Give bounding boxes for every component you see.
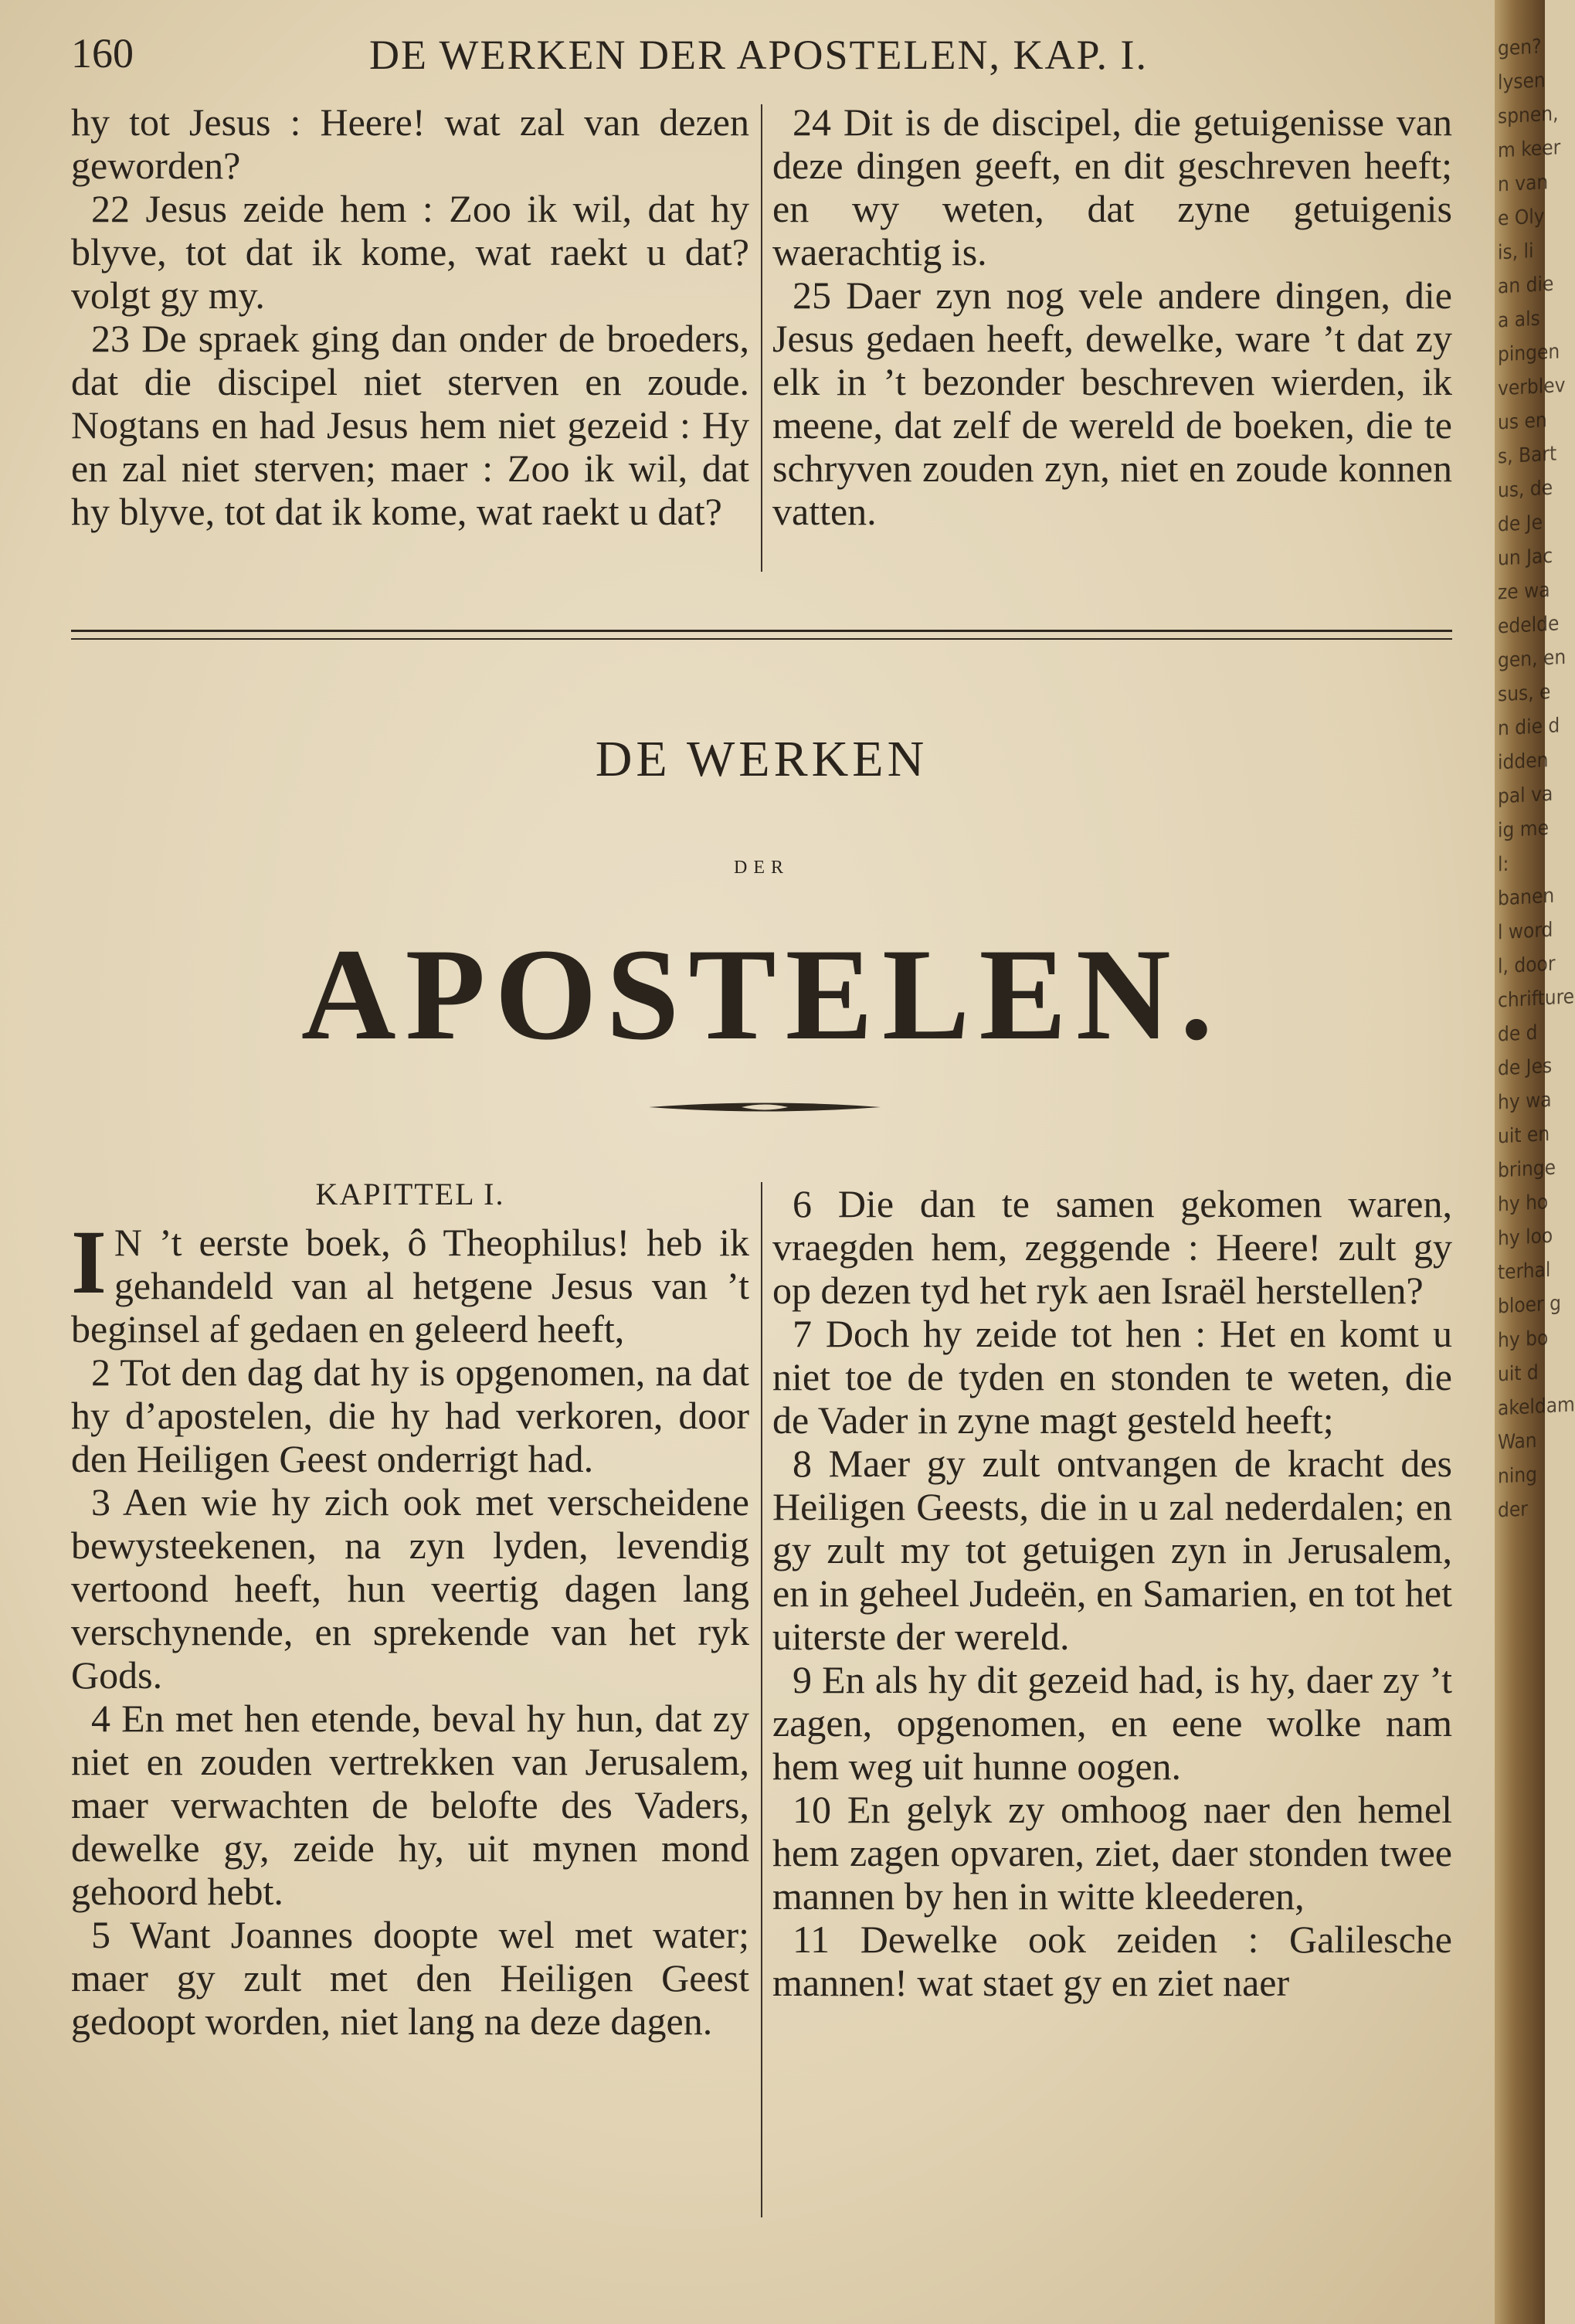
verse: 11 Dewelke ook zeiden : Galilesche mannen! wat staet gy en ziet naer (772, 1918, 1452, 2004)
double-rule-bottom (71, 638, 1452, 640)
top-left-column (71, 100, 749, 533)
verse: 5 Want Joannes doopte wel met water; maer gy zult met den Heiligen Geest gedoopt worden, niet lang na deze dagen. (71, 1913, 749, 2043)
verse: 9 En als hy dit gezeid had, is hy, daer zy ’t zagen, opgenomen, en eene wolke nam hem weg uit hunne oogen. (772, 1658, 1452, 1788)
verse: hy tot Jesus : Heere! wat zal van dezen geworden? (71, 100, 749, 187)
book-title-line-3: APOSTELEN. (300, 922, 1223, 1067)
verse: 2 Tot den dag dat hy is opgenomen, na dat hy d’apostelen, die hy had verkoren, door den Heiligen Geest onderrigt had. (71, 1351, 749, 1480)
column-divider (761, 1182, 762, 2217)
book-title-line-2: DER (734, 858, 789, 878)
verse: 4 En met hen etende, beval hy hun, dat zy niet en zouden vertrekken van Jerusalem, maer verwachten de belofte des Vaders, dewelke gy, zeide hy, uit mynen mond gehoord hebt. (71, 1697, 749, 1913)
verse: 7 Doch hy zeide tot hen : Het en komt u niet toe de tyden en stonden te weten, die de Vader in zyne magt gesteld heeft; (772, 1312, 1452, 1442)
verse: 23 De spraek ging dan onder de broeders, dat die discipel niet sterven en zoude. Nogtans en had Jesus hem niet gezeid : Hy en zal niet sterven; maer : Zoo ik wil, dat hy blyve, tot dat ik kome, wat raekt u dat? (71, 317, 749, 533)
chapter-left-column (71, 1173, 749, 2043)
chapter-right-column (772, 1182, 1452, 2004)
drop-cap: I (71, 1211, 107, 1313)
facing-page-edge (1495, 0, 1575, 2324)
verse-1-text: N ’t eerste boek, ô Theophilus! heb ik gehandeld van al hetgene Jesus van ’t beginsel af gedaen en geleerd heeft, (71, 1221, 749, 1351)
column-divider (761, 104, 762, 572)
top-right-column (772, 100, 1452, 533)
verse: 22 Jesus zeide hem : Zoo ik wil, dat hy blyve, tot dat ik kome, wat raekt u dat? volgt gy my. (71, 187, 749, 317)
verse: 25 Daer zyn nog vele andere dingen, die Jesus gedaen heeft, dewelke, ware ’t dat zy elk in ’t bezonder beschreven wierden, ik meene, dat zelf de wereld de boeken, die te schryven zouden zyn, niet en zoude konnen vatten. (772, 274, 1452, 533)
ornament-rule-icon (649, 1096, 881, 1119)
running-title: DE WERKEN DER APOSTELEN, KAP. I. (369, 32, 1148, 78)
verse: 8 Maer gy zult ontvangen de kracht des Heiligen Geests, die in u zal nederdalen; en gy zult my tot getuigen zyn in Jerusalem, en in geheel Judeën, en Samarien, en tot het uiterste der wereld. (772, 1442, 1452, 1658)
verse: 24 Dit is de discipel, die getuigenisse van deze dingen geeft, en dit geschreven heeft; en wy weten, dat zyne getuigenis waerachtig is. (772, 100, 1452, 274)
verse: 3 Aen wie hy zich ook met verscheidene bewysteekenen, na zyn lyden, levendig vertoond heeft, hun veertig dagen lang verschynende, en sprekende van het ryk Gods. (71, 1480, 749, 1697)
verse: 6 Die dan te samen gekomen waren, vraegden hem, zeggende : Heere! zult gy op dezen tyd het ryk aen Israël herstellen? (772, 1182, 1452, 1312)
book-title-line-1: DE WERKEN (595, 731, 928, 787)
page-number: 160 (71, 30, 134, 76)
verse: 10 En gelyk zy omhoog naer den hemel hem zagen opvaren, ziet, daer stonden twee mannen by hen in witte kleederen, (772, 1788, 1452, 1918)
double-rule-top (71, 630, 1452, 632)
verse-1 (71, 1211, 749, 1351)
chapter-heading: KAPITTEL I. (315, 1177, 505, 1211)
running-header (71, 23, 1446, 85)
facing-page-fragments: gen? lysen spnen, m keer n van e Oly is, li an die a als pingen verblev us en s, Bart us, de de Je un Jac ze wa edelde gen, en sus, e n die d idden pal va ig me l: banen l word l, door chrifture de d de Jes hy wa uit en bringe hy ho hy loo terhal bloer g hy bo uit d akeldam Wan ning der (1498, 35, 1575, 1523)
